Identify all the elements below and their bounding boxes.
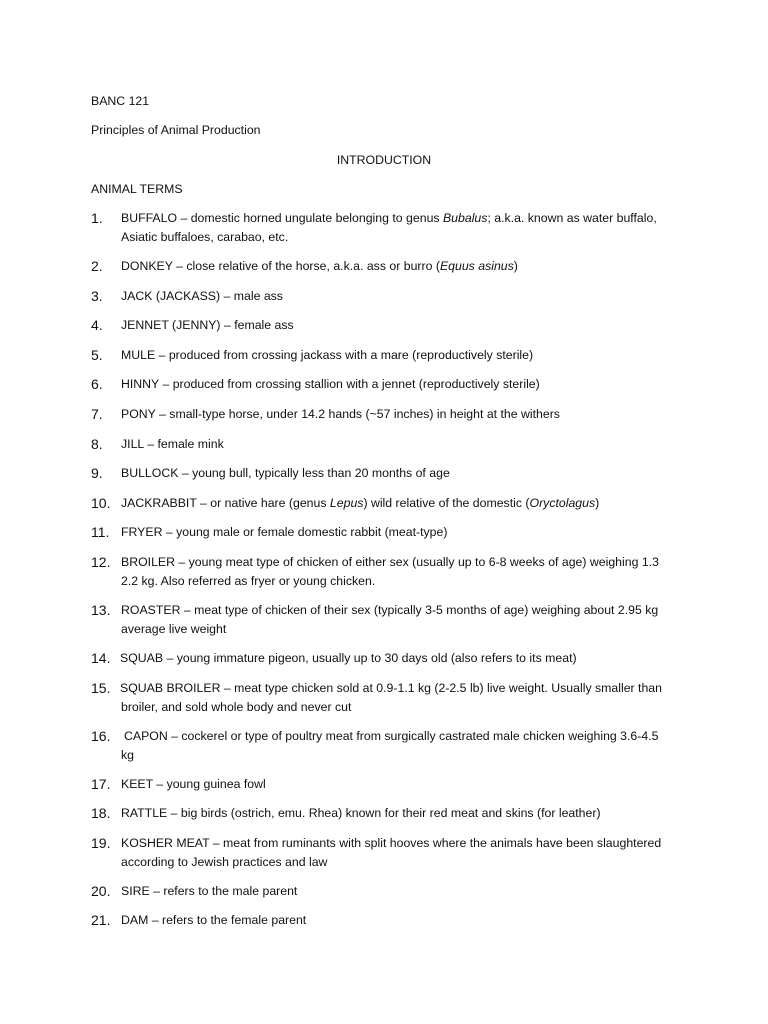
- term-number: 3.: [91, 288, 103, 304]
- term-text: RATTLE – big birds (ostrich, emu. Rhea) known for their red meat and skins (for leather): [121, 806, 601, 820]
- term-text: SQUAB BROILER – meat type chicken sold at 0.9-1.1 kg (2-2.5 lb) live weight. Usually smaller than: [120, 681, 662, 695]
- term-number: 1.: [91, 210, 103, 226]
- term-text: FRYER – young male or female domestic rabbit (meat-type): [121, 525, 448, 539]
- term-number: 2.: [91, 258, 103, 274]
- term-text: BULLOCK – young bull, typically less than 20 months of age: [121, 466, 450, 480]
- term-text: SIRE – refers to the male parent: [121, 884, 298, 898]
- term-text: JACK (JACKASS) – male ass: [121, 289, 283, 303]
- term-number: 19.: [91, 835, 111, 851]
- term-text-continued: 2.2 kg. Also referred as fryer or young chicken.: [121, 574, 376, 588]
- term-number: 11.: [91, 524, 110, 540]
- term-text: ROASTER – meat type of chicken of their sex (typically 3-5 months of age) weighing about 2.95 kg: [121, 603, 659, 617]
- term-text: KOSHER MEAT – meat from ruminants with split hooves where the animals have been slaughtered: [121, 836, 662, 850]
- subsection-heading: ANIMAL TERMS: [91, 182, 183, 196]
- term-number: 13.: [91, 602, 111, 618]
- term-number: 5.: [91, 347, 103, 363]
- term-number: 14.: [91, 650, 111, 666]
- term-number: 10.: [91, 495, 111, 511]
- term-number: 18.: [91, 805, 111, 821]
- course-title: Principles of Animal Production: [91, 123, 261, 137]
- term-text: MULE – produced from crossing jackass with a mare (reproductively sterile): [121, 348, 534, 362]
- term-text: JILL – female mink: [121, 437, 224, 451]
- term-text: SQUAB – young immature pigeon, usually up to 30 days old (also refers to its meat): [120, 651, 577, 665]
- term-number: 17.: [91, 776, 111, 792]
- term-number: 21.: [91, 912, 111, 928]
- term-text: DONKEY – close relative of the horse, a.k.a. ass or burro (Equus asinus): [121, 259, 518, 273]
- term-number: 9.: [91, 465, 103, 481]
- term-text: BUFFALO – domestic horned ungulate belonging to genus Bubalus; a.k.a. known as water buffalo,: [121, 211, 657, 225]
- term-text: PONY – small-type horse, under 14.2 hands (~57 inches) in height at the withers: [121, 407, 560, 421]
- term-number: 4.: [91, 317, 103, 333]
- term-number: 7.: [91, 406, 103, 422]
- course-code: BANC 121: [91, 94, 150, 108]
- term-text: DAM – refers to the female parent: [121, 913, 307, 927]
- term-text: JENNET (JENNY) – female ass: [121, 318, 294, 332]
- section-heading: INTRODUCTION: [336, 153, 432, 167]
- term-text: HINNY – produced from crossing stallion with a jennet (reproductively sterile): [121, 377, 540, 391]
- term-text: KEET – young guinea fowl: [121, 777, 266, 791]
- term-text: CAPON – cockerel or type of poultry meat from surgically castrated male chicken weighing 3.6-4.5: [124, 729, 659, 743]
- term-text-continued: average live weight: [121, 622, 227, 636]
- term-number: 16.: [91, 728, 111, 744]
- term-text-continued: according to Jewish practices and law: [121, 855, 328, 869]
- term-text-continued: broiler, and sold whole body and never cut: [121, 700, 352, 714]
- term-number: 15.: [91, 680, 111, 696]
- term-text-continued: kg: [121, 748, 134, 762]
- term-text: JACKRABBIT – or native hare (genus Lepus) wild relative of the domestic (Oryctolagus): [121, 496, 600, 510]
- term-text-continued: Asiatic buffaloes, carabao, etc.: [121, 230, 289, 244]
- term-number: 12.: [91, 554, 111, 570]
- term-number: 8.: [91, 436, 103, 452]
- term-text: BROILER – young meat type of chicken of either sex (usually up to 6-8 weeks of age) weighing 1.3: [121, 555, 659, 569]
- term-number: 6.: [91, 376, 103, 392]
- term-number: 20.: [91, 883, 111, 899]
